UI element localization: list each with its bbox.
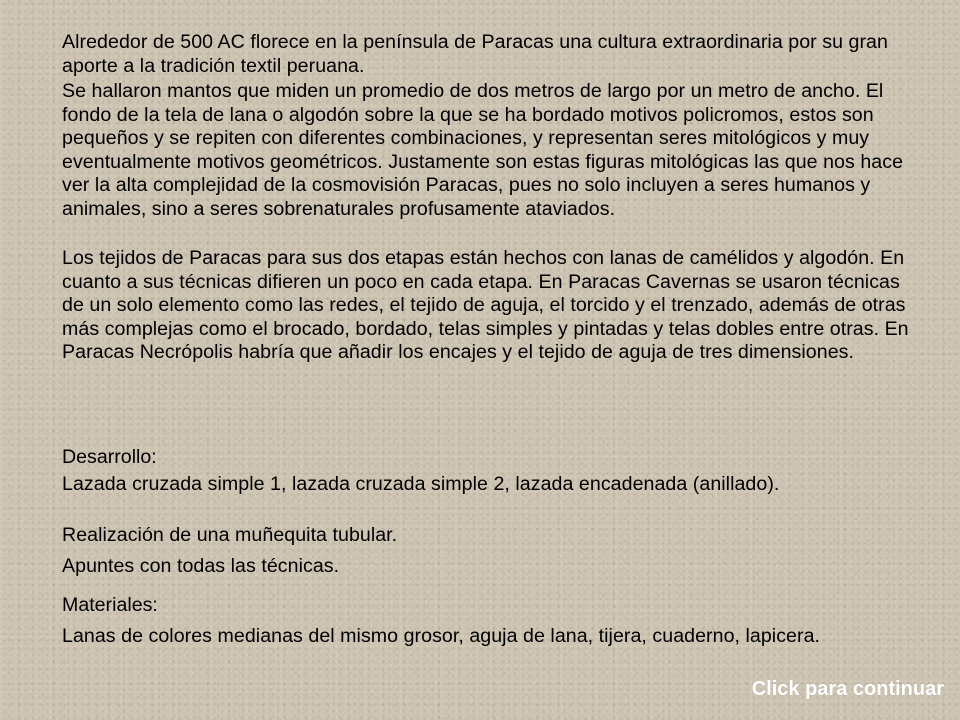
intro-paragraph-2: Se hallaron mantos que miden un promedio de dos metros de largo por un metro de ancho. El fondo de la tela de lana o algodón sobre la que se ha bordado motivos policromos, estos son pequeños y se repiten con diferentes combinaciones, y representan seres mitológicos y muy eventualmente motivos geométricos. Justamente son estas figuras mitológicas las que nos hace ver la alta complejidad de la cosmovisión Paracas, pues no solo incluyen a seres humanos y animales, sino a seres sobrenaturales profusamente ataviados. bbox=[62, 80, 904, 220]
desarrollo-item: Apuntes con todas las técnicas. bbox=[62, 555, 340, 577]
materiales-heading: Materiales: bbox=[62, 594, 158, 616]
desarrollo-item: Realización de una muñequita tubular. bbox=[62, 524, 398, 546]
materiales-text: Lanas de colores medianas del mismo grosor, aguja de lana, tijera, cuaderno, lapicera. bbox=[62, 625, 821, 647]
intro-paragraph-1: Alrededor de 500 AC florece en la península de Paracas una cultura extraordinaria por su gran aporte a la tradición textil peruana. bbox=[62, 31, 888, 77]
intro-paragraph-3: Los tejidos de Paracas para sus dos etapas están hechos con lanas de camélidos y algodón. En cuanto a sus técnicas difieren un poco en cada etapa. En Paracas Cavernas se usaron técnicas de un solo elemento como las redes, el tejido de aguja, el torcido y el trenzado, además de otras más complejas como el brocado, bordado, telas simples y pintadas y telas dobles entre otras. En Paracas Necrópolis habría que añadir los encajes y el tejido de aguja de tres dimensiones. bbox=[62, 247, 909, 364]
desarrollo-heading: Desarrollo: bbox=[62, 446, 157, 468]
desarrollo-item: Lazada cruzada simple 1, lazada cruzada simple 2, lazada encadenada (anillado). bbox=[62, 473, 780, 495]
continue-button[interactable]: Click para continuar bbox=[751, 678, 944, 700]
